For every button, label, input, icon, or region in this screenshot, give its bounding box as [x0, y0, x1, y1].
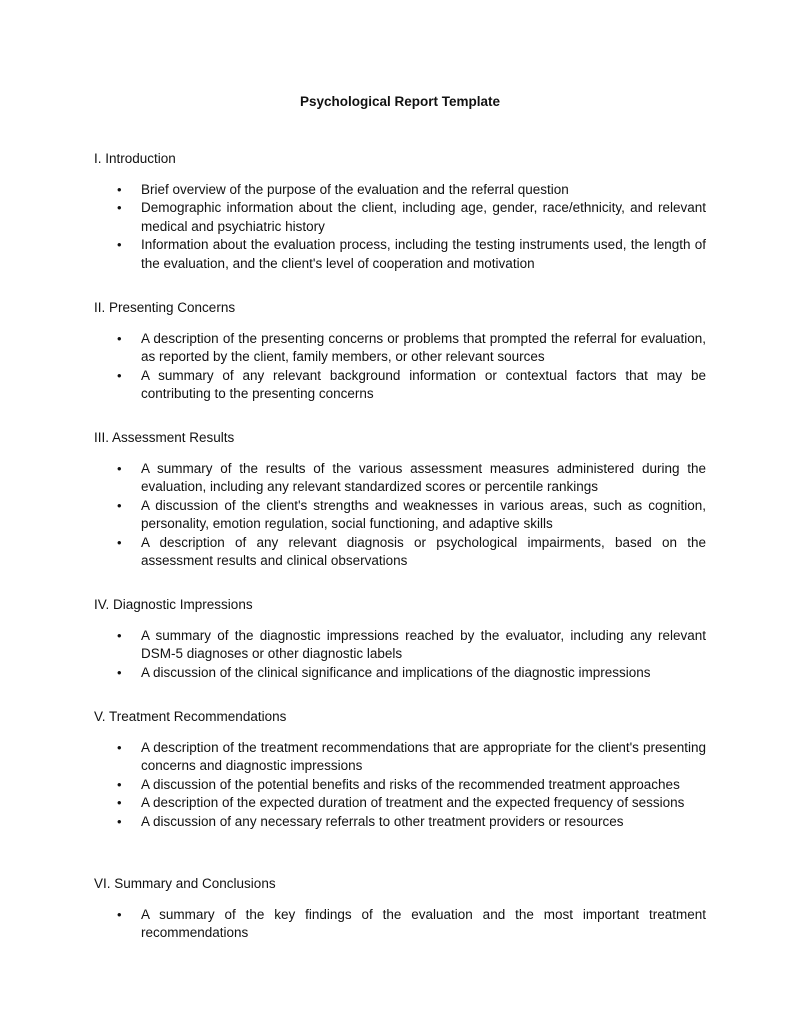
section-summary-conclusions: [94, 876, 706, 943]
list-item-text: A summary of the results of the various assessment measures administered during the evaluation, including any relevant standardized scores or percentile rankings: [141, 461, 706, 495]
bullet-icon: •: [117, 813, 122, 829]
list-item-text: A description of the expected duration of treatment and the expected frequency of sessions: [141, 795, 685, 811]
bullet-list: [94, 739, 706, 831]
list-item-text: Information about the evaluation process, including the testing instruments used, the length of the evaluation, and the client's level of cooperation and motivation: [141, 237, 706, 271]
list-item: [94, 330, 706, 367]
list-item: [94, 794, 706, 812]
bullet-icon: •: [117, 534, 122, 550]
list-item: [94, 460, 706, 497]
section-heading: VI. Summary and Conclusions: [94, 876, 276, 891]
list-item-text: A description of the treatment recommendations that are appropriate for the client's presenting concerns and diagnostic impressions: [141, 740, 706, 774]
bullet-icon: •: [117, 182, 122, 197]
section-heading: III. Assessment Results: [94, 430, 235, 445]
bullet-icon: •: [117, 740, 122, 755]
section-heading: IV. Diagnostic Impressions: [94, 597, 253, 612]
section-treatment-recommendations: [94, 709, 706, 831]
bullet-list: [94, 330, 706, 404]
list-item-text: A summary of any relevant background information or contextual factors that may be contributing to the presenting concerns: [141, 367, 706, 402]
list-item: [94, 776, 706, 794]
bullet-icon: •: [117, 628, 122, 643]
list-item: [94, 739, 706, 776]
page-title: Psychological Report Template: [299, 94, 501, 109]
list-item: [94, 181, 706, 199]
bullet-icon: •: [117, 331, 122, 346]
bullet-list: [94, 627, 706, 682]
list-item: [94, 236, 706, 273]
list-item-text: A description of any relevant diagnosis or psychological impairments, based on the assessment results and clinical observations: [141, 534, 706, 569]
list-item: [94, 534, 706, 571]
list-item-text: A discussion of the clinical significance and implications of the diagnostic impressions: [141, 664, 651, 680]
section-introduction: [94, 151, 706, 273]
list-item-text: A discussion of the client's strengths and weaknesses in various areas, such as cognition, personality, emotion regulation, social functioning, and adaptive skills: [141, 497, 706, 532]
bullet-icon: •: [117, 907, 122, 922]
list-item-text: Brief overview of the purpose of the evaluation and the referral question: [141, 182, 569, 197]
list-item-text: A summary of the diagnostic impressions reached by the evaluator, including any relevant DSM-5 diagnoses or other diagnostic labels: [141, 628, 706, 662]
list-item: [94, 813, 706, 831]
list-item-text: A description of the presenting concerns or problems that prompted the referral for evaluation, as reported by the client, family members, or other relevant sources: [141, 331, 706, 365]
bullet-icon: •: [117, 776, 122, 792]
bullet-icon: •: [117, 461, 122, 476]
bullet-list: [94, 906, 706, 943]
bullet-icon: •: [117, 795, 122, 811]
section-diagnostic-impressions: [94, 597, 706, 682]
list-item: [94, 906, 706, 943]
list-item-text: A summary of the key findings of the evaluation and the most important treatment recommendations: [141, 907, 706, 941]
section-heading: II. Presenting Concerns: [94, 300, 236, 315]
list-item: [94, 497, 706, 534]
list-item: [94, 367, 706, 404]
section-assessment-results: [94, 430, 706, 570]
section-presenting-concerns: [94, 300, 706, 404]
list-item-text: A discussion of the potential benefits and risks of the recommended treatment approaches: [141, 776, 680, 792]
list-item-text: Demographic information about the client, including age, gender, race/ethnicity, and relevant medical and psychiatric history: [141, 200, 706, 234]
bullet-icon: •: [117, 664, 122, 680]
list-item: [94, 627, 706, 664]
list-item: [94, 199, 706, 236]
section-heading: V. Treatment Recommendations: [94, 709, 287, 724]
bullet-icon: •: [117, 237, 122, 253]
bullet-list: [94, 460, 706, 570]
bullet-icon: •: [117, 200, 122, 216]
bullet-icon: •: [117, 367, 122, 383]
list-item-text: A discussion of any necessary referrals to other treatment providers or resources: [141, 813, 624, 829]
bullet-icon: •: [117, 497, 122, 513]
bullet-list: [94, 181, 706, 273]
list-item: [94, 664, 706, 682]
section-heading: I. Introduction: [94, 151, 176, 166]
